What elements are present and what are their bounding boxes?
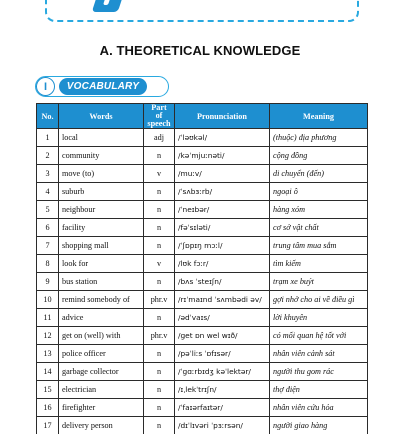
cell-no: 16 bbox=[37, 399, 59, 417]
cell-meaning: hàng xóm bbox=[270, 201, 368, 219]
cell-no: 15 bbox=[37, 381, 59, 399]
cell-no: 1 bbox=[37, 129, 59, 147]
table-row bbox=[37, 363, 368, 381]
table-row bbox=[37, 273, 368, 291]
cell-meaning: người giao hàng bbox=[270, 417, 368, 434]
header-part-of-speech: Part of speech bbox=[144, 104, 175, 129]
cell-pronunciation: /ɪˌlekˈtrɪʃn/ bbox=[175, 381, 270, 399]
cell-word: local bbox=[59, 129, 144, 147]
cell-pronunciation: /ɡet ɒn wel wɪð/ bbox=[175, 327, 270, 345]
cell-pronunciation: /dɪˈlɪvəri ˈpɜːrsən/ bbox=[175, 417, 270, 434]
cell-word: look for bbox=[59, 255, 144, 273]
cell-word: move (to) bbox=[59, 165, 144, 183]
cell-part-of-speech: n bbox=[144, 183, 175, 201]
cell-part-of-speech: adj bbox=[144, 129, 175, 147]
cell-word: electrician bbox=[59, 381, 144, 399]
cell-pronunciation: /pəˈliːs ˈɒfɪsər/ bbox=[175, 345, 270, 363]
cell-part-of-speech: phr.v bbox=[144, 327, 175, 345]
cell-pronunciation: /ˈsʌbɜːrb/ bbox=[175, 183, 270, 201]
table-row bbox=[37, 183, 368, 201]
cell-part-of-speech: v bbox=[144, 255, 175, 273]
cell-pronunciation: /lʊk fɔːr/ bbox=[175, 255, 270, 273]
cell-meaning: (thuộc) địa phương bbox=[270, 129, 368, 147]
table-row bbox=[37, 291, 368, 309]
cell-no: 13 bbox=[37, 345, 59, 363]
table-row bbox=[37, 381, 368, 399]
table-row bbox=[37, 147, 368, 165]
table-row bbox=[37, 399, 368, 417]
cell-part-of-speech: n bbox=[144, 417, 175, 434]
table-row bbox=[37, 345, 368, 363]
cell-pronunciation: /muːv/ bbox=[175, 165, 270, 183]
table-row bbox=[37, 237, 368, 255]
cell-part-of-speech: phr.v bbox=[144, 291, 175, 309]
cell-pronunciation: /ˈɡɑːrbɪdʒ kəˈlektər/ bbox=[175, 363, 270, 381]
table-row bbox=[37, 201, 368, 219]
cell-meaning: thợ điện bbox=[270, 381, 368, 399]
cell-part-of-speech: v bbox=[144, 165, 175, 183]
cell-pronunciation: /ˈfaɪərfaɪtər/ bbox=[175, 399, 270, 417]
cell-part-of-speech: n bbox=[144, 309, 175, 327]
cell-word: neighbour bbox=[59, 201, 144, 219]
cell-no: 14 bbox=[37, 363, 59, 381]
cell-word: advice bbox=[59, 309, 144, 327]
cell-part-of-speech: n bbox=[144, 237, 175, 255]
part-title: VOCABULARY bbox=[59, 78, 147, 95]
cell-word: police officer bbox=[59, 345, 144, 363]
page-title: A. THEORETICAL KNOWLEDGE bbox=[0, 43, 400, 58]
cell-word: garbage collector bbox=[59, 363, 144, 381]
cell-word: delivery person bbox=[59, 417, 144, 434]
cell-meaning: người thu gom rác bbox=[270, 363, 368, 381]
cell-meaning: gợi nhớ cho ai về điều gì bbox=[270, 291, 368, 309]
cell-part-of-speech: n bbox=[144, 345, 175, 363]
cell-meaning: nhân viên cứu hỏa bbox=[270, 399, 368, 417]
table-row bbox=[37, 165, 368, 183]
cell-no: 11 bbox=[37, 309, 59, 327]
cell-word: bus station bbox=[59, 273, 144, 291]
cell-pronunciation: /ˈʃɒpɪŋ mɔːl/ bbox=[175, 237, 270, 255]
cell-part-of-speech: n bbox=[144, 219, 175, 237]
cell-part-of-speech: n bbox=[144, 147, 175, 165]
table-row bbox=[37, 327, 368, 345]
cell-no: 3 bbox=[37, 165, 59, 183]
cell-no: 7 bbox=[37, 237, 59, 255]
part-number-badge: I bbox=[36, 77, 55, 96]
cell-meaning: ngoại ô bbox=[270, 183, 368, 201]
cell-pronunciation: /fəˈsɪləti/ bbox=[175, 219, 270, 237]
cell-word: facility bbox=[59, 219, 144, 237]
cell-meaning: di chuyển (đến) bbox=[270, 165, 368, 183]
cell-meaning: có mối quan hệ tốt với bbox=[270, 327, 368, 345]
cell-no: 2 bbox=[37, 147, 59, 165]
cell-pronunciation: /kəˈmjuːnəti/ bbox=[175, 147, 270, 165]
cell-word: remind somebody of bbox=[59, 291, 144, 309]
cell-part-of-speech: n bbox=[144, 363, 175, 381]
header-no: No. bbox=[37, 104, 59, 129]
cell-part-of-speech: n bbox=[144, 399, 175, 417]
cell-no: 6 bbox=[37, 219, 59, 237]
vocabulary-table bbox=[36, 103, 368, 434]
cell-meaning: lời khuyên bbox=[270, 309, 368, 327]
table-header-row bbox=[37, 104, 368, 129]
cell-pronunciation: /rɪˈmaɪnd ˈsʌmbədi əv/ bbox=[175, 291, 270, 309]
cell-meaning: cơ sở vật chất bbox=[270, 219, 368, 237]
header-words: Words bbox=[59, 104, 144, 129]
cell-meaning: trung tâm mua sắm bbox=[270, 237, 368, 255]
table-row bbox=[37, 309, 368, 327]
cell-word: community bbox=[59, 147, 144, 165]
cell-no: 12 bbox=[37, 327, 59, 345]
cell-part-of-speech: n bbox=[144, 381, 175, 399]
table-row bbox=[37, 255, 368, 273]
cell-meaning: cộng đồng bbox=[270, 147, 368, 165]
cell-word: shopping mall bbox=[59, 237, 144, 255]
cell-word: suburb bbox=[59, 183, 144, 201]
header-pronunciation: Pronunciation bbox=[175, 104, 270, 129]
table-row bbox=[37, 219, 368, 237]
cell-pronunciation: /ˈneɪbər/ bbox=[175, 201, 270, 219]
cell-part-of-speech: n bbox=[144, 273, 175, 291]
cell-no: 8 bbox=[37, 255, 59, 273]
cell-no: 5 bbox=[37, 201, 59, 219]
table-row bbox=[37, 417, 368, 434]
cell-pronunciation: /ˈləʊkəl/ bbox=[175, 129, 270, 147]
unit-banner bbox=[45, 0, 359, 22]
cell-no: 17 bbox=[37, 417, 59, 434]
cell-meaning: nhân viên cảnh sát bbox=[270, 345, 368, 363]
header-meaning: Meaning bbox=[270, 104, 368, 129]
cell-part-of-speech: n bbox=[144, 201, 175, 219]
cell-meaning: tìm kiếm bbox=[270, 255, 368, 273]
cell-pronunciation: /ədˈvaɪs/ bbox=[175, 309, 270, 327]
cell-word: firefighter bbox=[59, 399, 144, 417]
cell-word: get on (well) with bbox=[59, 327, 144, 345]
table-row bbox=[37, 129, 368, 147]
cell-no: 4 bbox=[37, 183, 59, 201]
cell-pronunciation: /bʌs ˈsteɪʃn/ bbox=[175, 273, 270, 291]
cell-no: 9 bbox=[37, 273, 59, 291]
cell-no: 10 bbox=[37, 291, 59, 309]
cell-meaning: trạm xe buýt bbox=[270, 273, 368, 291]
